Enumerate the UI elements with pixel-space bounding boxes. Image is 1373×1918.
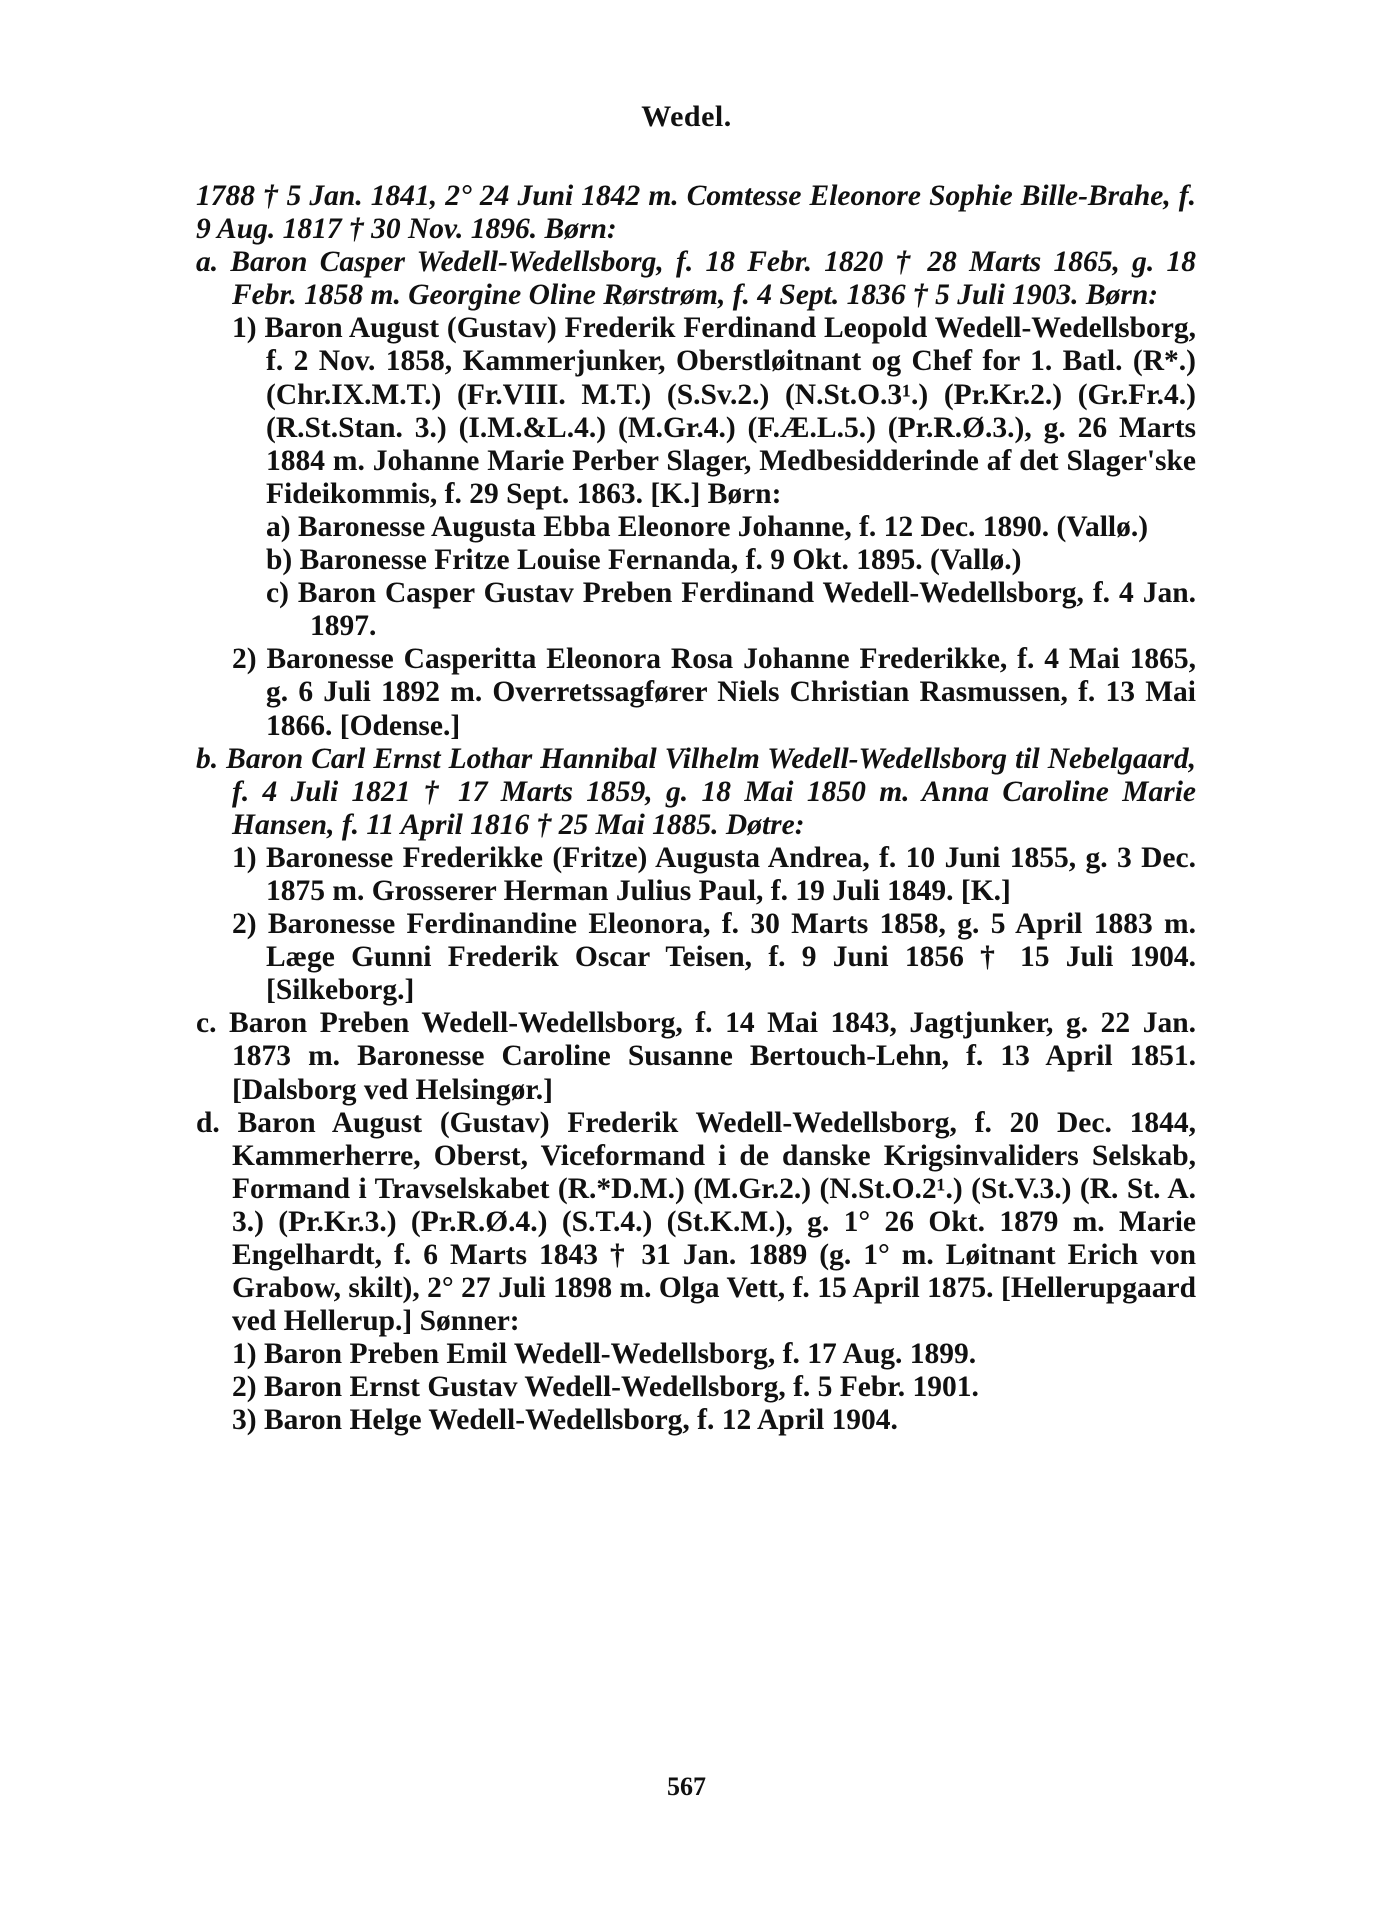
genealogy-text [196, 180, 1196, 1438]
entry-d-2: 2) Baron Ernst Gustav Wedell-Wedellsborg, f. 5 Febr. 1901. [232, 1371, 979, 1404]
entry-c: c. Baron Preben Wedell-Wedellsborg, f. 14 Mai 1843, Jagtjunker, g. 22 Jan. 1873 m. Baronesse Caroline Susanne Bertouch-Lehn, f. 13 April 1851. [Dalsborg ved Helsingør.] [196, 1007, 1196, 1106]
entry-a-2: 2) Baronesse Casperitta Eleonora Rosa Johanne Frederikke, f. 4 Mai 1865, g. 6 Juli 1892 m. Overretssagfører Niels Christian Rasmussen, f. 13 Mai 1866. [Odense.] [232, 643, 1196, 742]
entry-b-2: 2) Baronesse Ferdinandine Eleonora, f. 30 Marts 1858, g. 5 April 1883 m. Læge Gunni Frederik Oscar Teisen, f. 9 Juni 1856 † 15 Juli 1904. [Silkeborg.] [232, 908, 1196, 1007]
entry-a: a. Baron Casper Wedell-Wedellsborg, f. 18 Febr. 1820 † 28 Marts 1865, g. 18 Febr. 1858 m. Georgine Oline Rørstrøm, f. 4 Sept. 1836 † 5 Juli 1903. Børn: [196, 246, 1196, 312]
page-number: 567 [667, 1772, 706, 1801]
entry-d-3: 3) Baron Helge Wedell-Wedellsborg, f. 12 April 1904. [232, 1404, 898, 1437]
paragraph-intro: 1788 † 5 Jan. 1841, 2° 24 Juni 1842 m. Comtesse Eleonore Sophie Bille-Brahe, f. 9 Aug. 1817 † 30 Nov. 1896. Børn: [196, 180, 1196, 246]
entry-a-1-b: b) Baronesse Fritze Louise Fernanda, f. 9 Okt. 1895. (Vallø.) [266, 544, 1022, 577]
entry-a-1: 1) Baron August (Gustav) Frederik Ferdinand Leopold Wedell-Wedellsborg, f. 2 Nov. 1858, Kammerjunker, Oberstløitnant og Chef for 1. Batl. (R*.) (Chr.IX.M.T.) (Fr.VIII. M.T.) (S.Sv.2.) (N.St.O.3¹.) (Pr.Kr.2.) (Gr.Fr.4.) (R.St.Stan. 3.) (I.M.&L.4.) (M.Gr.4.) (F.Æ.L.5.) (Pr.R.Ø.3.), g. 26 Marts 1884 m. Johanne Marie Perber Slager, Medbesidderinde af det Slager'ske Fideikommis, f. 29 Sept. 1863. [K.] Børn: [232, 312, 1196, 510]
running-header: Wedel. [641, 100, 732, 133]
entry-a-1-c: c) Baron Casper Gustav Preben Ferdinand Wedell-Wedellsborg, f. 4 Jan. 1897. [266, 577, 1196, 643]
entry-b-1: 1) Baronesse Frederikke (Fritze) Augusta Andrea, f. 10 Juni 1855, g. 3 Dec. 1875 m. Grosserer Herman Julius Paul, f. 19 Juli 1849. [K.] [232, 841, 1196, 907]
entry-d: d. Baron August (Gustav) Frederik Wedell-Wedellsborg, f. 20 Dec. 1844, Kammerherre, Oberst, Viceformand i de danske Krigsinvaliders Selskab, Formand i Travselskabet (R.*D.M.) (M.Gr.2.) (N.St.O.2¹.) (St.V.3.) (R. St. A. 3.) (Pr.Kr.3.) (Pr.R.Ø.4.) (S.T.4.) (St.K.M.), g. 1° 26 Okt. 1879 m. Marie Engelhardt, f. 6 Marts 1843 † 31 Jan. 1889 (g. 1° m. Løitnant Erich von Grabow, skilt), 2° 27 Juli 1898 m. Olga Vett, f. 15 April 1875. [Hellerupgaard ved Hellerup.] Sønner: [196, 1106, 1196, 1338]
entry-b: b. Baron Carl Ernst Lothar Hannibal Vilhelm Wedell-Wedellsborg til Nebelgaard, f. 4 Juli 1821 † 17 Marts 1859, g. 18 Mai 1850 m. Anna Caroline Marie Hansen, f. 11 April 1816 † 25 Mai 1885. Døtre: [196, 742, 1196, 841]
entry-a-1-a: a) Baronesse Augusta Ebba Eleonore Johanne, f. 12 Dec. 1890. (Vallø.) [266, 510, 1149, 543]
entry-d-1: 1) Baron Preben Emil Wedell-Wedellsborg, f. 17 Aug. 1899. [232, 1338, 977, 1371]
